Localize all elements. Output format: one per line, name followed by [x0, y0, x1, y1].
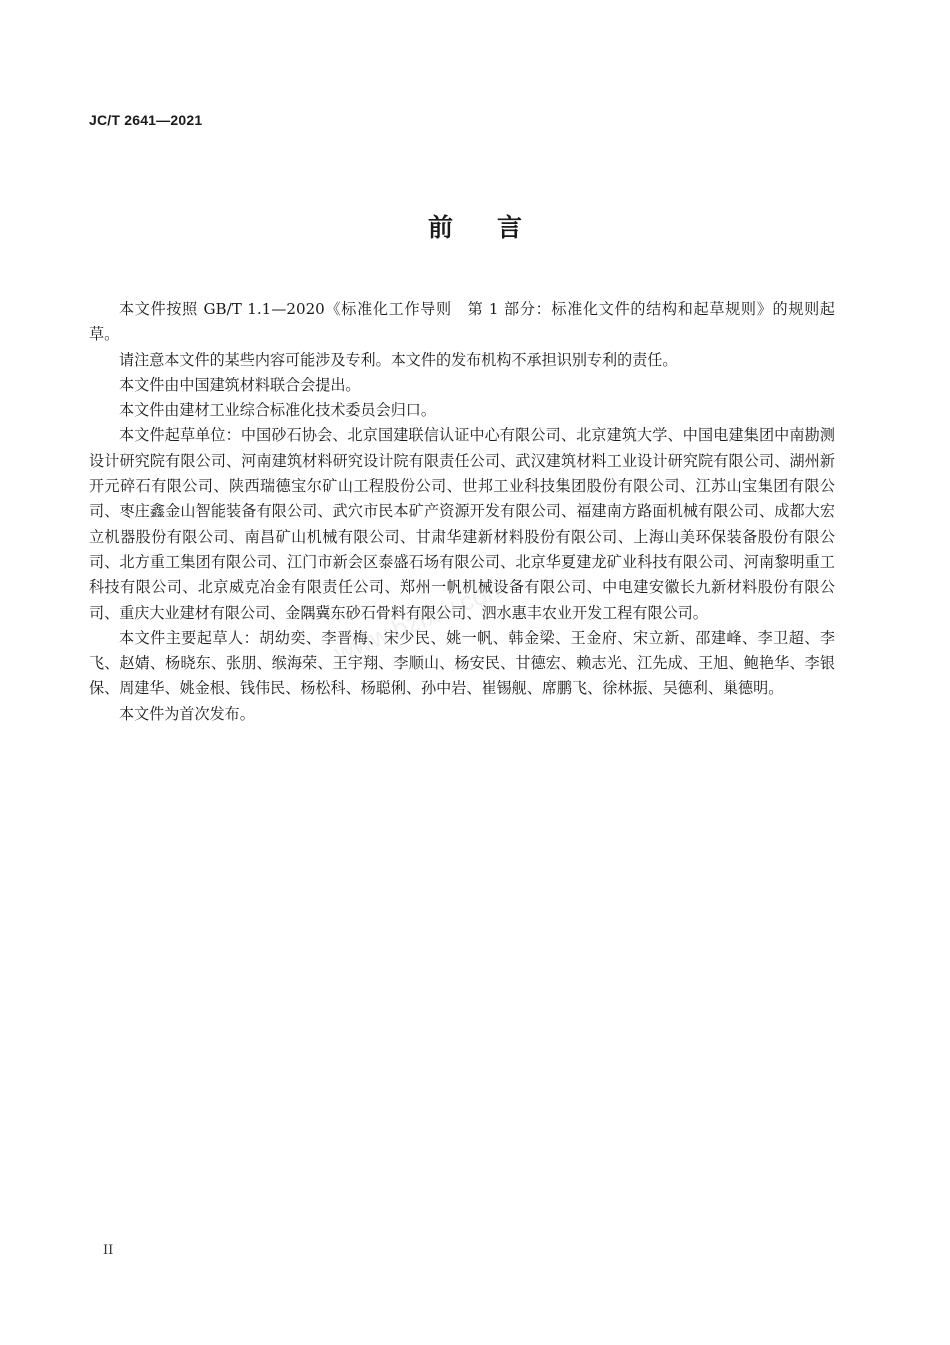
page-number: II — [103, 1243, 114, 1258]
watermark: www.bzfxw.com — [330, 571, 512, 668]
paragraph-first-release: 本文件为首次发布。 — [119, 704, 255, 723]
page-title: 前言 — [427, 213, 566, 242]
paragraph-drafting-units: 本文件起草单位：中国砂石协会、北京国建联信认证中心有限公司、北京建筑大学、中国电建集团中南勘测设计研究院有限公司、河南建筑材料研究设计院有限责任公司、武汉建筑材料工业设计研究院有限公司、湖州新开元碎石有限公司、陕西瑞德宝尔矿山工程股份公司、世邦工业科技集团股份有限公司、江苏山宝集团有限公司、枣庄鑫金山智能装备有限公司、武穴市民本矿产资源开发有限公司、福建南方路面机械有限公司、成都大宏立机器股份有限公司、南昌矿山机械有限公司、甘肃华建新材料股份有限公司、上海山美环保装备股份有限公司、北方重工集团有限公司、江门市新会区泰盛石场有限公司、北京华夏建龙矿业科技有限公司、河南黎明重工科技有限公司、北京威克冶金有限责任公司、郑州一帆机械设备有限公司、中电建安徽长九新材料股份有限公司、重庆大业建材有限公司、金隅冀东砂石骨料有限公司、泗水惠丰农业开发工程有限公司。 — [89, 426, 835, 622]
paragraph-drafting-rules: 本文件按照 GB/T 1.1—2020《标准化工作导则 第 1 部分：标准化文件的结构和起草规则》的规则起草。 — [89, 300, 835, 344]
paragraph-responsible-committee: 本文件由建材工业综合标准化技术委员会归口。 — [119, 401, 436, 420]
foreword-body — [89, 297, 835, 727]
standard-code: JC/T 2641—2021 — [89, 112, 203, 128]
paragraph-main-drafters: 本文件主要起草人：胡幼奕、李晋梅、宋少民、姚一帆、韩金梁、王金府、宋立新、邵建峰、李卫超、李飞、赵婧、杨晓东、张朋、缑海荣、王宇翔、李顺山、杨安民、甘德宏、赖志光、江先成、王旭、鲍艳华、李银保、周建华、姚金根、钱伟民、杨松科、杨聪俐、孙中岩、崔锡舰、席鹏飞、徐林振、吴德利、巢德明。 — [89, 628, 835, 698]
paragraph-proposer: 本文件由中国建筑材料联合会提出。 — [119, 375, 361, 394]
paragraph-patent-notice: 请注意本文件的某些内容可能涉及专利。本文件的发布机构不承担识别专利的责任。 — [119, 350, 678, 369]
